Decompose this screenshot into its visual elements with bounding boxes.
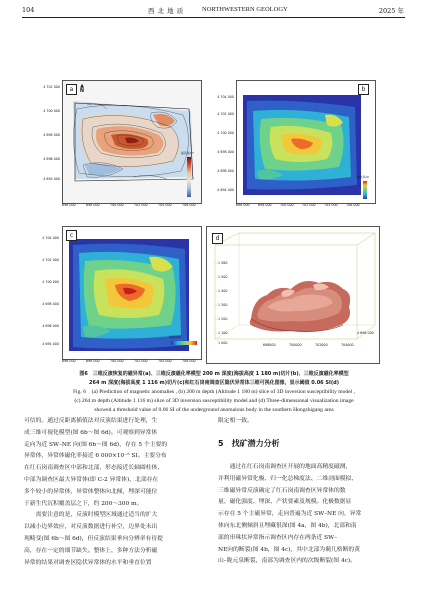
panel-a-xtick: 700 000 <box>110 203 124 207</box>
panel-d-xtick: 702000 <box>315 343 328 347</box>
panel-c-label: c <box>66 230 77 241</box>
panel-b-slice-plot <box>237 81 375 203</box>
panel-b-ytick: 4 696 000 <box>217 169 234 173</box>
figure-caption-cn-line1: 图6 三维反演恢复的磁异常(a)、三维反演磁化率模型 200 m 深度(海拔高度 1 180 m)切片(b)、三维反演磁化率模型 <box>79 371 349 377</box>
section-heading: 5 找矿潜力分析 <box>218 439 280 448</box>
body-line: 限定相一致。 <box>218 418 253 424</box>
figure-caption-en-line3: showed a threshold value of 0.06 SI of the underground anomalous body in the southern Hongshigang area <box>94 407 334 413</box>
body-line: 需要注意的是，反演时模型区域通过适当的扩大 <box>24 512 158 519</box>
body-line: 成三维可视化模型(图 6b～图 6d)。可观察到异常体 <box>24 429 158 436</box>
panel-d-xtick: 700000 <box>289 343 302 347</box>
figure-caption-en-line2: (c) 264 m depth (Altitude 1 116 m) slice of 3D inversion susceptibility model and (d) Three-dimensional visualization image <box>74 398 354 404</box>
panel-d-ztick: 1 500 <box>218 275 228 279</box>
panel-c-xtick: 702 000 <box>134 359 148 363</box>
body-line: 于新生代沉积覆盖层之下，约 200～300 m。 <box>24 500 143 507</box>
panel-b-xaxis <box>236 203 376 209</box>
body-line: 并利用磁异常化极、归一化总梯度法、二维剖面模拟、 <box>218 475 358 482</box>
panel-b-colorbar <box>363 181 367 199</box>
body-line: 部的串珠状异常指示调查区内存在两条近 SW– <box>218 534 338 541</box>
panel-b-ytick: 4 694 000 <box>217 188 234 192</box>
panel-b-yaxis <box>205 95 235 195</box>
panel-b-ytick: 4 702 000 <box>217 112 234 116</box>
body-line: 现畸变(图 6b～图 6d)，但反演结果垂向分辨率有待提 <box>24 535 163 542</box>
body-line: 异常体，异常体磁化率接近 6 000×10⁻⁵ SI。主要分布 <box>24 453 167 460</box>
panel-c-yaxis <box>30 236 60 348</box>
body-line: 可信的。通过反距离插值法对反演结果进行处理，生 <box>24 418 158 424</box>
figure-caption-cn-line2: 264 m 深度(海拔高度 1 116 m)切片(c)和红石岗南调查区隐伏异常体三维可视化图像，显示阈值 0.06 SI(d) <box>88 380 339 386</box>
panel-a-xtick: 704 000 <box>158 203 172 207</box>
panel-b-xtick: 700 000 <box>280 203 294 207</box>
journal-title-en: NORTHWESTERN GEOLOGY <box>202 6 288 13</box>
panel-a-xtick: 698 000 <box>86 203 100 207</box>
header-year: 2025 年 <box>378 7 404 15</box>
panel-a-xtick: 696 000 <box>62 203 76 207</box>
panel-a-xtick: 706 000 <box>182 203 196 207</box>
panel-c-colorbar <box>171 341 197 345</box>
north-arrow-icon: ▲ N <box>79 83 85 94</box>
panel-a-magnetic-anomaly-map <box>62 80 202 204</box>
panel-b-ytick: 4 700 000 <box>217 131 234 135</box>
panel-a-colorbar <box>187 157 191 197</box>
panel-a-contour-plot <box>63 81 201 203</box>
panel-c-xtick: 696 000 <box>62 359 76 363</box>
panel-a-label: a <box>66 84 77 95</box>
panel-c-ytick: 4 702 000 <box>42 258 59 262</box>
panel-d-ztick: 1 580 <box>218 261 228 265</box>
panel-b-xtick: 704 000 <box>324 203 338 207</box>
panel-b-xtick: 702 000 <box>302 203 316 207</box>
body-line: 体向东北侧倾斜且埋藏很深(图 4a，图 4b)，北部和南 <box>218 522 357 529</box>
panel-d-ztick: 1 000 <box>218 341 228 345</box>
body-line: 通过在红石岗南调查区开展的地面高精度磁测， <box>218 464 352 470</box>
body-line: 多个较小的异常体，异常体整体向北倾，埋深可能位 <box>24 488 158 495</box>
panel-d-ztick: 1 100 <box>218 331 228 335</box>
panel-b-ytick: 4 698 000 <box>217 150 234 154</box>
panel-d-xtick: 698000 <box>263 343 276 347</box>
journal-title-cn: 西 北 地 质 <box>148 7 184 15</box>
body-line: 三维磁异常反演确定了红石岗南调查区异常体的数 <box>218 487 346 494</box>
panel-c-xtick: 704 000 <box>158 359 172 363</box>
panel-d-3d-visualization <box>206 226 380 364</box>
panel-a-yaxis <box>22 85 62 180</box>
body-line: NE向的断裂(图 4b，图 4c)，其中北部为蔺儿格断的黄 <box>218 546 360 553</box>
panel-b-xtick: 706 000 <box>346 203 360 207</box>
panel-a-xtick: 702 000 <box>134 203 148 207</box>
panel-c-colorbar-title: 磁化率/SI <box>169 335 181 339</box>
panel-c-xtick: 706 000 <box>182 359 196 363</box>
panel-d-ztick: 1 300 <box>218 303 228 307</box>
body-line: 量、磁化强度、埋深、产状要素及规模。化极数据显 <box>218 499 352 506</box>
body-line: 在红石岗南调查区中部和北部，形态接近长轴圆柱体， <box>24 465 164 472</box>
panel-c-susceptibility-slice-264m <box>62 226 202 360</box>
panel-c-xtick: 700 000 <box>110 359 124 363</box>
body-line: 以减小边界效应，对反演数据进行补空，边界处未出 <box>24 524 158 531</box>
body-line: 高，存在一定的细节缺失。整体上，多种方法分析磁 <box>24 547 158 554</box>
panel-c-ytick: 4 700 000 <box>42 280 59 284</box>
panel-c-xaxis <box>62 359 202 365</box>
body-line: 异常的结果对调查区隐伏异常体的水平和垂直位置 <box>24 559 152 566</box>
panel-d-ztick: 1 400 <box>218 289 228 293</box>
panel-d-ytick: 4 696 000 <box>357 331 374 335</box>
panel-c-ytick: 4 698 000 <box>42 302 59 306</box>
panel-a-colorbar-title: 磁异常/nT <box>181 151 194 155</box>
panel-a-ytick: 4 702 000 <box>43 85 60 89</box>
body-right-intro <box>218 416 408 428</box>
body-line: 中部为调查区最大异常体(即 C-2 异常体)，北部存在 <box>24 476 159 483</box>
panel-a-ytick: 4 696 000 <box>43 157 60 161</box>
panel-c-xtick: 698 000 <box>86 359 100 363</box>
panel-b-xtick: 698 000 <box>258 203 272 207</box>
page-number: 104 <box>22 6 35 14</box>
panel-c-ytick: 4 704 000 <box>42 236 59 240</box>
panel-d-label: d <box>212 233 223 244</box>
body-line: 示存在 5 个主磁异常，走向普遍为近 SW–NE 向，异常 <box>218 511 362 518</box>
body-left-column <box>24 416 212 569</box>
header-rule <box>22 17 405 18</box>
panel-b-colorbar-title: 磁化率/SI <box>357 175 369 179</box>
body-line: 山–陇元泉断裂，南部为调查区内的次级断裂(图 4c)。 <box>218 558 356 565</box>
panel-b-ytick: 4 704 000 <box>217 95 234 99</box>
panel-a-ytick: 4 700 000 <box>43 109 60 113</box>
panel-b-xtick: 696 000 <box>236 203 250 207</box>
panel-a-ytick: 4 694 000 <box>43 177 60 181</box>
north-arrow-letter: N <box>79 88 85 94</box>
body-right-column <box>218 462 408 568</box>
figure-caption-en-line1: Fig. 6 (a) Prediction of magnetic anomalies , (b) 200 m depth (Altitude 1 180 m) slice of 3D inversion susceptibility model , <box>72 389 356 395</box>
panel-c-slice-plot <box>63 227 201 359</box>
panel-b-label: b <box>358 84 369 95</box>
panel-b-susceptibility-slice-200m <box>236 80 376 204</box>
panel-a-xaxis <box>62 203 202 209</box>
panel-c-ytick: 4 696 000 <box>42 324 59 328</box>
panel-a-ytick: 4 698 000 <box>43 133 60 137</box>
body-line: 走向为近 SW–NE 向(图 6b～图 6d)，存在 5 个主要的 <box>24 441 168 448</box>
panel-c-ytick: 4 694 000 <box>42 342 59 346</box>
panel-d-ztick: 1 200 <box>218 317 228 321</box>
panel-d-xtick: 704000 <box>341 343 354 347</box>
